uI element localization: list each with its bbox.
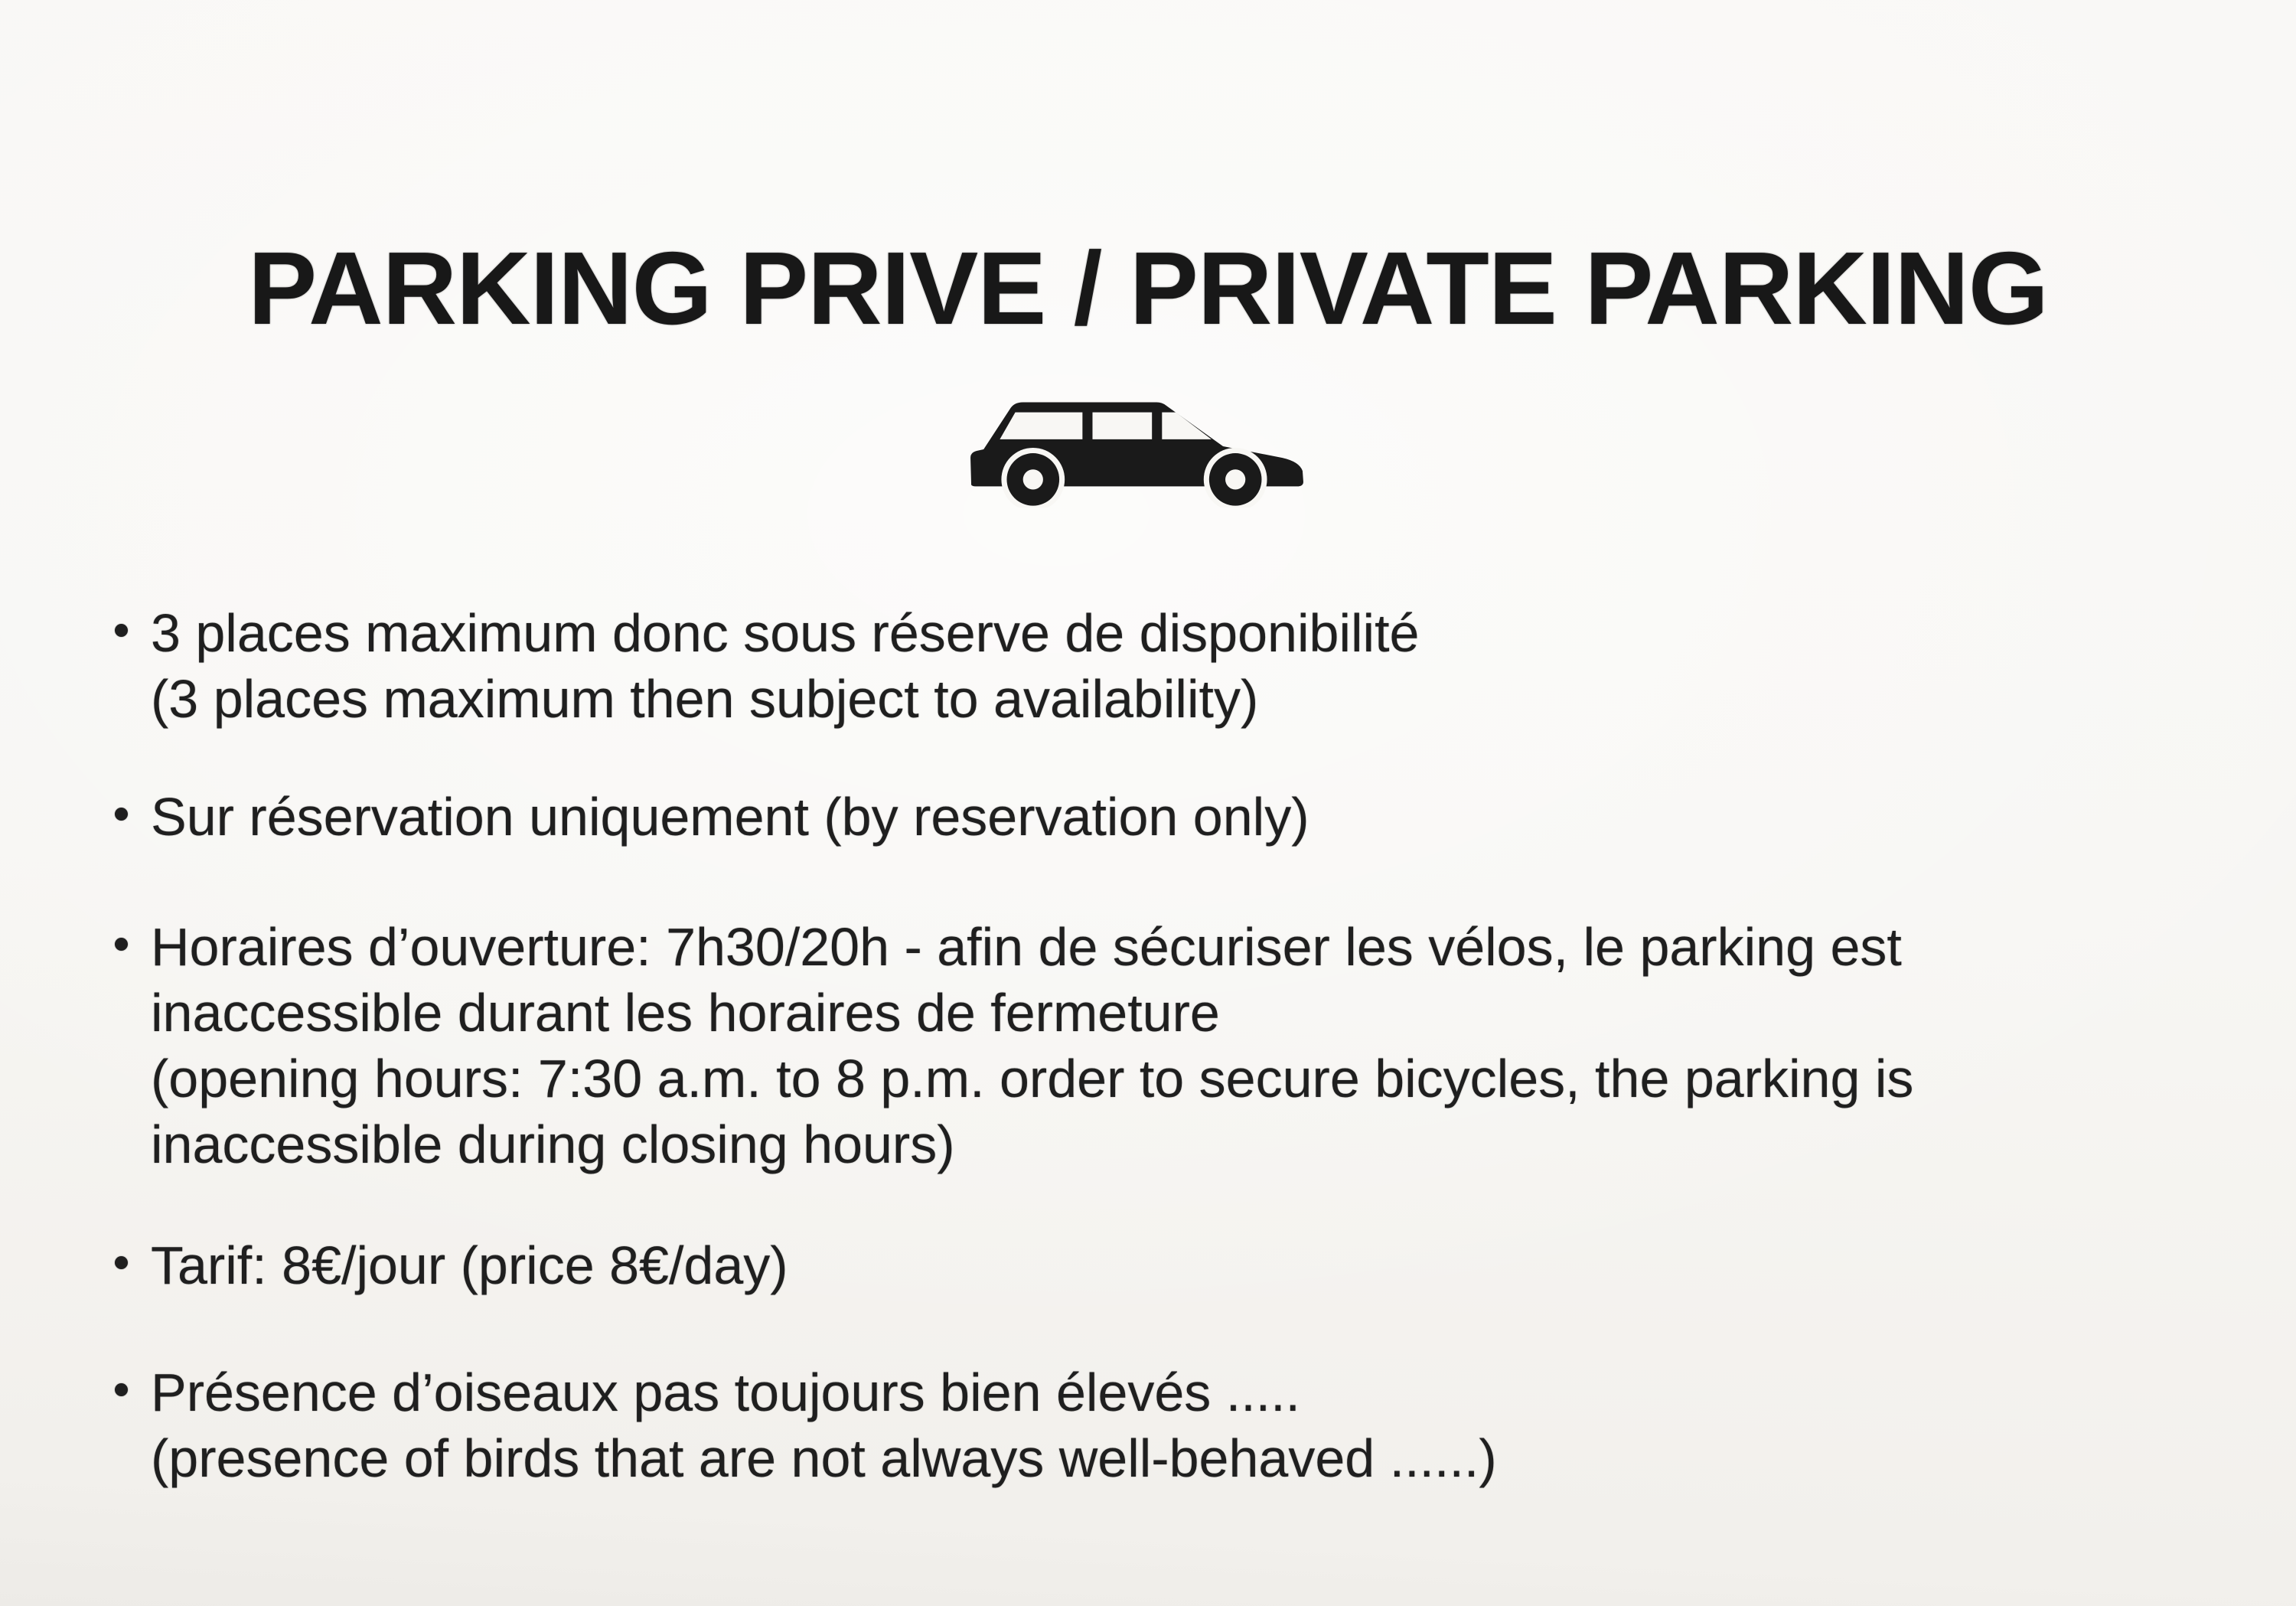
- list-item-availability: [151, 600, 1419, 732]
- bullet-text-line: (3 places maximum then subject to availability): [151, 669, 1259, 729]
- bullet-dot-icon: [115, 938, 128, 951]
- bullet-text-line: Horaires d’ouverture: 7h30/20h - afin de sécuriser les vélos, le parking est: [151, 917, 1902, 977]
- bullet-text-line: 3 places maximum donc sous réserve de disponibilité: [151, 603, 1420, 663]
- list-item-reservation: [151, 784, 1309, 850]
- bullet-text-line: (presence of birds that are not always well-behaved ......): [151, 1428, 1497, 1488]
- bullet-dot-icon: [115, 1256, 128, 1269]
- bullet-text-line: (opening hours: 7:30 a.m. to 8 p.m. order to secure bicycles, the parking is: [151, 1049, 1914, 1108]
- page-title: PARKING PRIVE / PRIVATE PARKING: [248, 230, 2048, 347]
- bullet-text-line: inaccessible during closing hours): [151, 1115, 955, 1174]
- list-item-price: [151, 1232, 788, 1298]
- bullet-text-line: inaccessible durant les horaires de fermeture: [151, 983, 1220, 1043]
- car-icon: [967, 391, 1306, 508]
- bullet-dot-icon: [115, 624, 128, 637]
- bullet-text-line: Tarif: 8€/jour (price 8€/day): [151, 1236, 788, 1295]
- bullet-text-line: Sur réservation uniquement (by reservation only): [151, 787, 1309, 847]
- bullet-dot-icon: [115, 808, 128, 821]
- list-item-opening-hours: [151, 914, 1913, 1177]
- bullet-dot-icon: [115, 1383, 128, 1396]
- bullet-text-line: Présence d’oiseaux pas toujours bien élevés .....: [151, 1363, 1300, 1422]
- list-item-birds: [151, 1360, 1497, 1491]
